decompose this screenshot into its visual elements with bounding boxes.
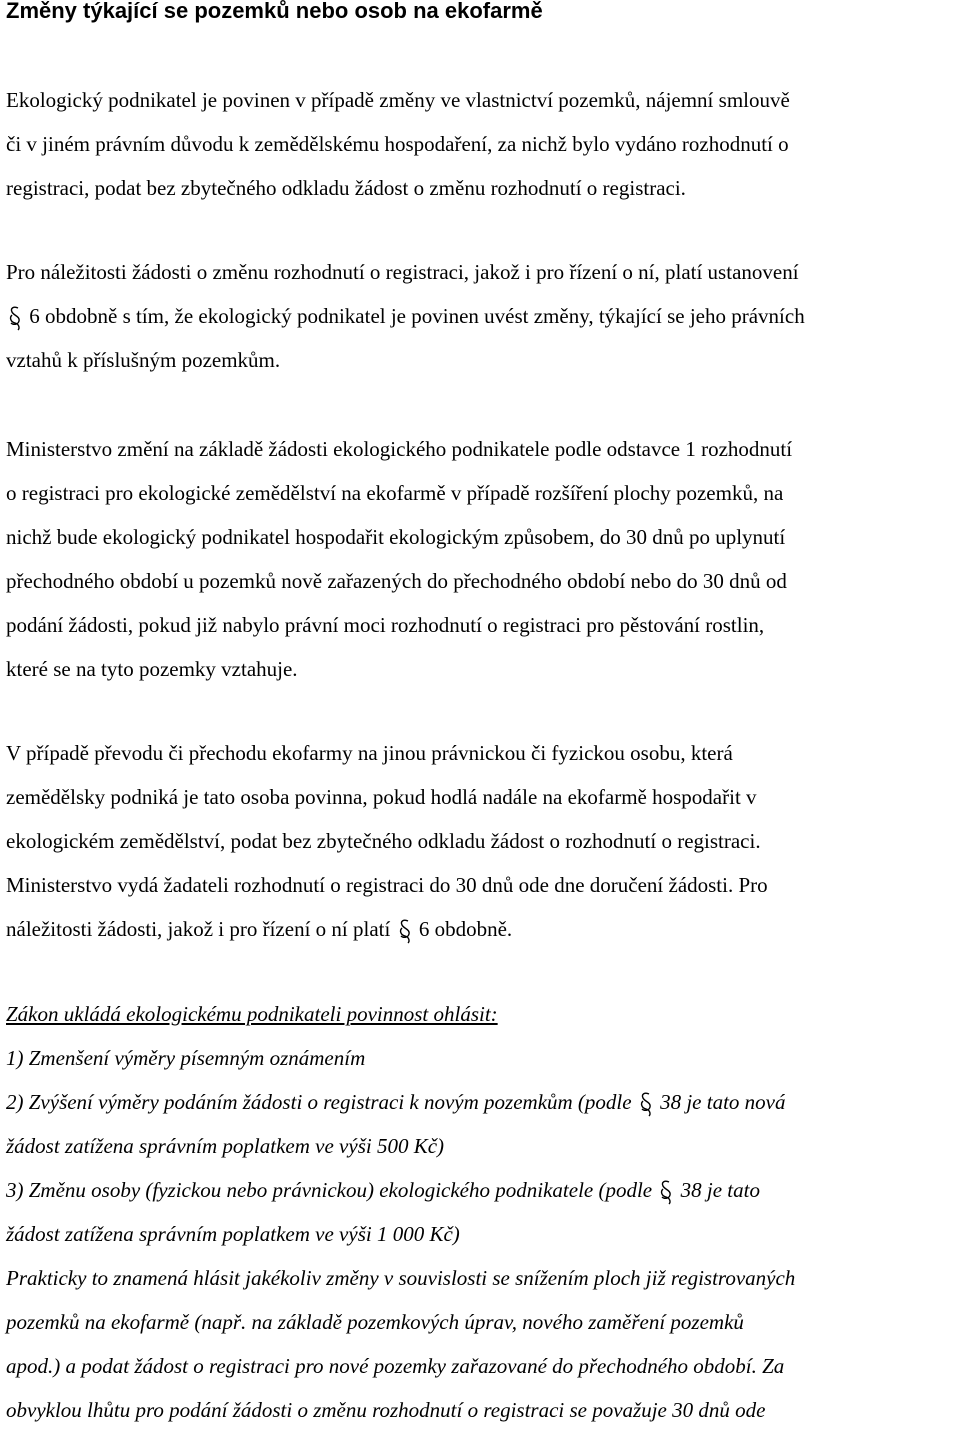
- text-span: 38 je tato: [680, 1178, 760, 1202]
- paragraph-registration-change: [6, 78, 958, 210]
- section-sign-icon: [398, 918, 412, 940]
- text-line: Ekologický podnikatel je povinen v případě změny ve vlastnictví pozemků, nájemní smlouvě: [6, 88, 790, 112]
- section-sign-icon: [639, 1091, 653, 1113]
- text-span: 6 obdobně.: [418, 917, 513, 941]
- text-line: či v jiném právním důvodu k zemědělskému hospodaření, za nichž bylo vydáno rozhodnutí o: [6, 132, 789, 156]
- paragraph-obligations: [6, 992, 958, 1432]
- text-line: Pro náležitosti žádosti o změnu rozhodnutí o registraci, jakož i pro řízení o ní, platí ustanovení: [6, 260, 799, 284]
- obligations-title: Zákon ukládá ekologickému podnikateli povinnost ohlásit:: [6, 1002, 498, 1026]
- paragraph-ministry-change: [6, 427, 958, 691]
- text-line: Prakticky to znamená hlásit jakékoliv změny v souvislosti se snížením ploch již registrovaných: [6, 1266, 796, 1290]
- text-span: náležitosti žádosti, jakož i pro řízení o ní platí: [6, 917, 391, 941]
- text-line: [6, 907, 958, 951]
- text-line: které se na tyto pozemky vztahuje.: [6, 657, 298, 681]
- list-item: [6, 1080, 958, 1124]
- paragraph-requirements: [6, 250, 958, 382]
- text-line: registraci, podat bez zbytečného odkladu žádost o změnu rozhodnutí o registraci.: [6, 176, 686, 200]
- text-line: nichž bude ekologický podnikatel hospodařit ekologickým způsobem, do 30 dnů po uplynutí: [6, 525, 786, 549]
- page-heading: Změny týkající se pozemků nebo osob na ekofarmě: [6, 0, 543, 23]
- text-span: 3) Změnu osoby (fyzickou nebo právnickou) ekologického podnikatele (podle: [6, 1178, 653, 1202]
- text-line: apod.) a podat žádost o registraci pro nové pozemky zařazované do přechodného období. Za: [6, 1354, 785, 1378]
- section-sign-icon: [8, 305, 22, 327]
- text-line: přechodného období u pozemků nově zařazených do přechodného období nebo do 30 dnů od: [6, 569, 787, 593]
- text-line: obvyklou lhůtu pro podání žádosti o změnu rozhodnutí o registraci se považuje 30 dnů ode: [6, 1398, 766, 1422]
- text-span: 6 obdobně s tím, že ekologický podnikatel je povinen uvést změny, týkající se jeho právních: [29, 304, 805, 328]
- section-sign-icon: [659, 1179, 673, 1201]
- text-line: [6, 294, 958, 338]
- text-line: podání žádosti, pokud již nabylo právní moci rozhodnutí o registraci pro pěstování rostlin,: [6, 613, 765, 637]
- text-span: 38 je tato nová: [660, 1090, 786, 1114]
- text-line: o registraci pro ekologické zemědělství na ekofarmě v případě rozšíření plochy pozemků, na: [6, 481, 784, 505]
- paragraph-transfer: [6, 731, 958, 951]
- text-line: ekologickém zemědělství, podat bez zbytečného odkladu žádost o rozhodnutí o registraci.: [6, 829, 761, 853]
- text-line: žádost zatížena správním poplatkem ve výši 1 000 Kč): [6, 1222, 460, 1246]
- text-span: 2) Zvýšení výměry podáním žádosti o registraci k novým pozemkům (podle: [6, 1090, 632, 1114]
- text-line: žádost zatížena správním poplatkem ve výši 500 Kč): [6, 1134, 445, 1158]
- text-line: Ministerstvo změní na základě žádosti ekologického podnikatele podle odstavce 1 rozhodnutí: [6, 437, 793, 461]
- text-line: pozemků na ekofarmě (např. na základě pozemkových úprav, nového zaměření pozemků: [6, 1310, 744, 1334]
- text-line: V případě převodu či přechodu ekofarmy na jinou právnickou či fyzickou osobu, která: [6, 741, 733, 765]
- list-item: [6, 1168, 958, 1212]
- list-item: 1) Zmenšení výměry písemným oznámením: [6, 1046, 366, 1070]
- text-line: vztahů k příslušným pozemkům.: [6, 348, 281, 372]
- text-line: zemědělsky podniká je tato osoba povinna, pokud hodlá nadále na ekofarmě hospodařit v: [6, 785, 757, 809]
- text-line: Ministerstvo vydá žadateli rozhodnutí o registraci do 30 dnů ode dne doručení žádosti. Pro: [6, 873, 768, 897]
